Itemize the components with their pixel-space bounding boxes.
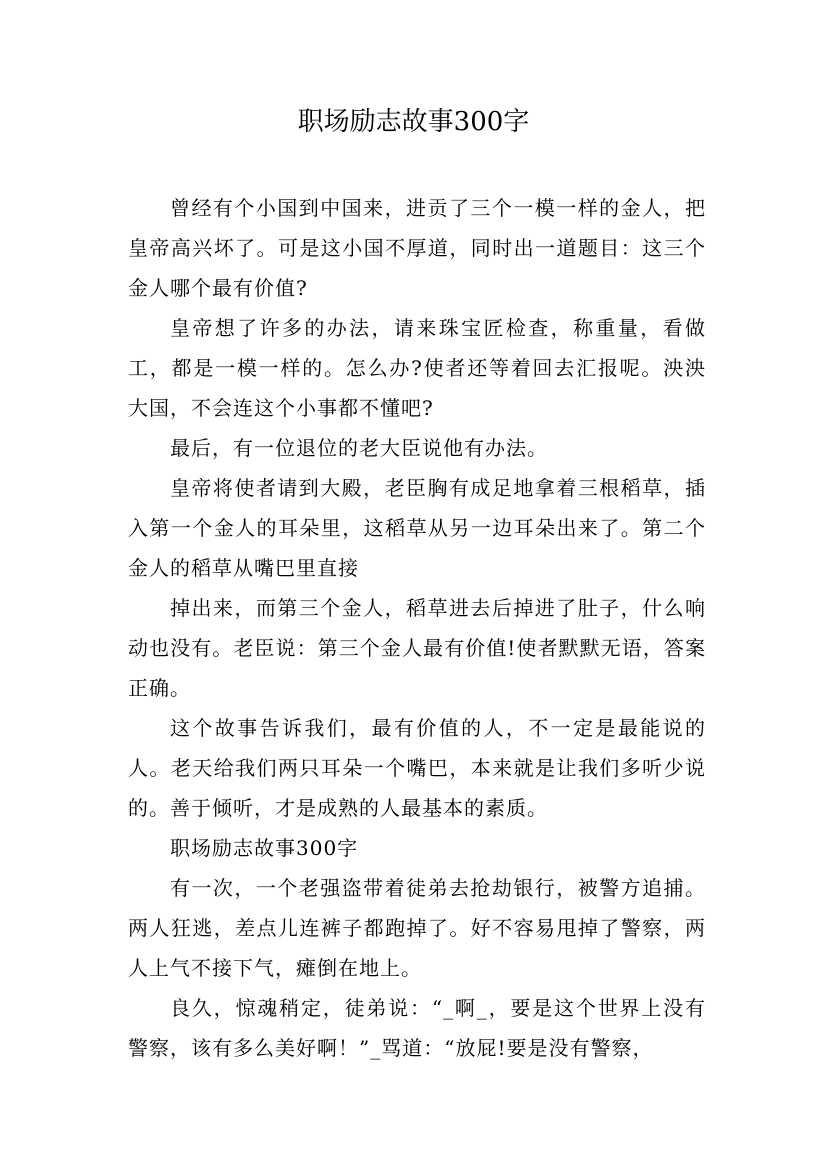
- document-body: [128, 188, 706, 1068]
- paragraph: 最后，有一位退位的老大臣说他有办法。: [170, 436, 548, 460]
- paragraph: 良久，惊魂稍定，徒弟说：“_啊_，要是这个世界上没有警察，该有多么美好啊！”_骂道：“放屁!要是没有警察，: [128, 996, 706, 1060]
- paragraph: 曾经有个小国到中国来，进贡了三个一模一样的金人，把皇帝高兴坏了。可是这小国不厚道，同时出一道题目：这三个金人哪个最有价值?: [128, 196, 706, 300]
- document-title: 职场励志故事300字: [297, 107, 530, 137]
- paragraph: 有一次，一个老强盗带着徒弟去抢劫银行，被警方追捕。两人狂逃，差点儿连裤子都跑掉了。好不容易甩掉了警察，两人上气不接下气，瘫倒在地上。: [128, 876, 706, 980]
- paragraph: 皇帝将使者请到大殿，老臣胸有成足地拿着三根稻草，插入第一个金人的耳朵里，这稻草从另一边耳朵出来了。第二个金人的稻草从嘴巴里直接: [128, 476, 706, 580]
- section-heading: 职场励志故事300字: [170, 836, 359, 860]
- paragraph: 掉出来，而第三个金人，稻草进去后掉进了肚子，什么响动也没有。老臣说：第三个金人最有价值!使者默默无语，答案正确。: [128, 596, 706, 700]
- paragraph: 皇帝想了许多的办法，请来珠宝匠检查，称重量，看做工，都是一模一样的。怎么办?使者还等着回去汇报呢。泱泱大国，不会连这个小事都不懂吧?: [128, 316, 706, 420]
- paragraph: 这个故事告诉我们，最有价值的人，不一定是最能说的人。老天给我们两只耳朵一个嘴巴，本来就是让我们多听少说的。善于倾听，才是成熟的人最基本的素质。: [128, 716, 706, 820]
